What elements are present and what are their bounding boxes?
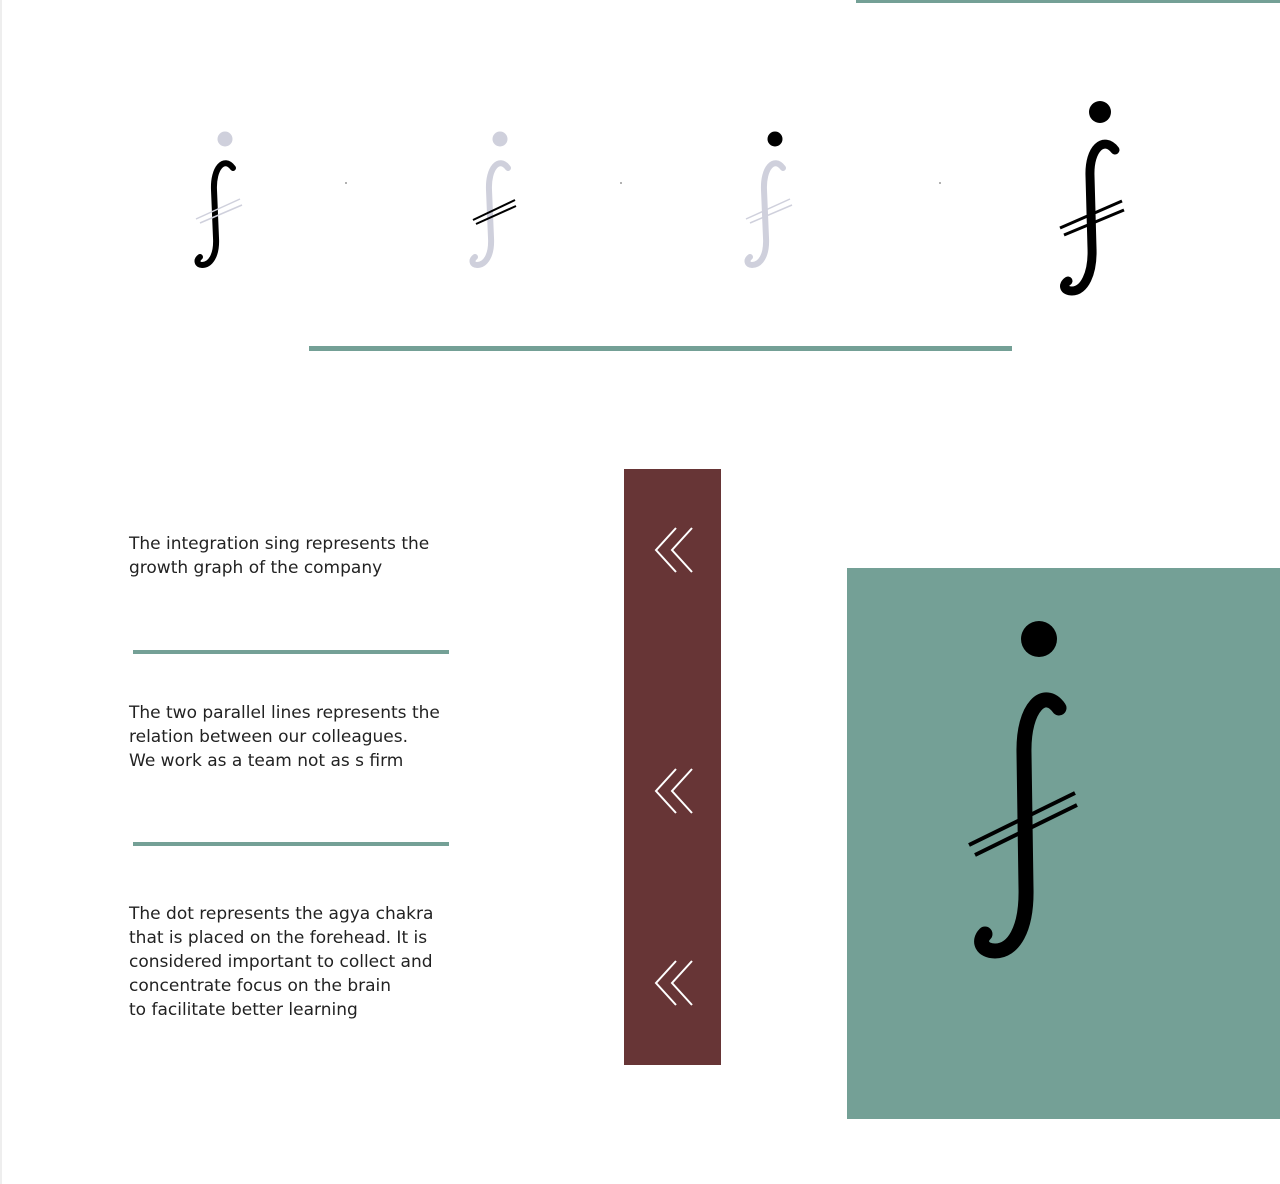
meaning-dot: The dot represents the agya chakra that is placed on the forehead. It is considered important to collect and concentrate focus on the brain to facilitate better learning: [129, 904, 434, 1020]
meaning-integration-sign: The integration sing represents the growth graph of the company: [129, 534, 430, 578]
faded-integral-with-dark-dot-icon: [738, 128, 798, 273]
evolution-stage-1: [188, 128, 248, 273]
evolution-stage-4: [1052, 98, 1132, 298]
double-chevron-left-icon: [654, 767, 696, 815]
faded-integral-with-dark-lines-icon: [463, 128, 523, 273]
integral-sign-with-faded-dot-icon: [188, 128, 248, 273]
evolution-connector: [620, 182, 622, 184]
double-chevron-left-icon: [654, 526, 696, 574]
evolution-connector: [939, 182, 941, 184]
section-divider-rule: [309, 346, 1012, 351]
double-chevron-left-icon: [654, 959, 696, 1007]
meaning-parallel-lines: The two parallel lines represents the relation between our colleagues. We work as a team not as s firm: [129, 703, 440, 771]
logo-panel: [847, 568, 1280, 1119]
arrow-bar: [624, 469, 721, 1065]
final-logo-mark-icon: [967, 618, 1087, 963]
meaning-divider: [133, 650, 449, 654]
evolution-connector: [345, 182, 347, 184]
final-logo-mark-icon: [1052, 98, 1132, 298]
evolution-stage-2: [463, 128, 523, 273]
logo-mark: [967, 618, 1087, 963]
evolution-stage-3: [738, 128, 798, 273]
meaning-divider: [133, 842, 449, 846]
logo-evolution-row: [0, 0, 1280, 330]
